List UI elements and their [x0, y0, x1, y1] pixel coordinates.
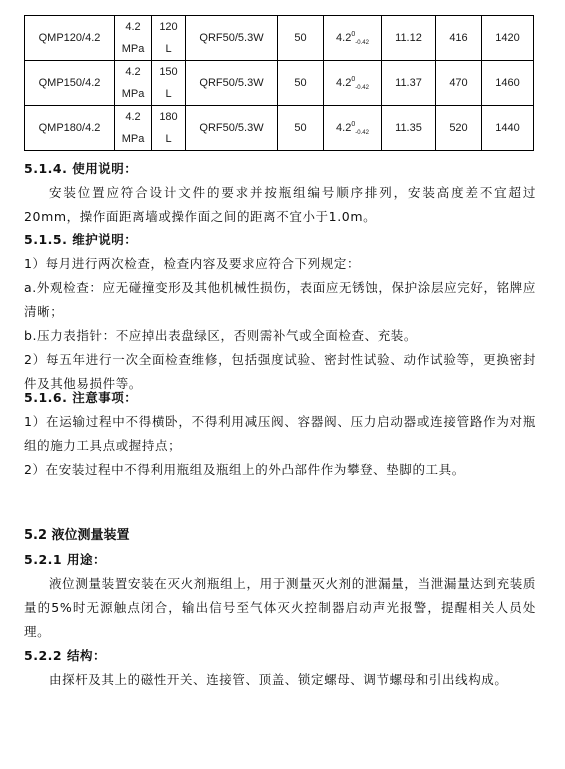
pressure-range-base: 4.2: [336, 31, 352, 44]
section-5-1-6: [24, 386, 536, 482]
volume-value: 180: [159, 111, 178, 123]
data-cell: 11.35: [382, 106, 436, 151]
pressure-range-upper: 0: [351, 120, 356, 128]
pressure-range-base: 4.2: [336, 121, 352, 134]
section-5-1-5: [24, 228, 536, 396]
size-cell: 50: [278, 16, 324, 61]
pressure-unit: MPa: [121, 88, 145, 100]
pressure-unit: MPa: [121, 43, 145, 55]
paragraph: 由探杆及其上的磁性开关、连接管、顶盖、锁定螺母、调节螺母和引出线构成。: [49, 672, 508, 687]
data-cell: 520: [436, 106, 482, 151]
section-heading: 5.1.4. 使用说明：: [24, 161, 138, 176]
section-heading: 5.1.5. 维护说明：: [24, 232, 138, 247]
volume-unit: L: [165, 133, 172, 145]
paragraph: 2）在安装过程中不得利用瓶组及瓶组上的外凸部件作为攀登、垫脚的工具。: [24, 462, 465, 477]
pressure-range-upper: 0: [351, 30, 356, 38]
section-5-1-4: [24, 157, 536, 229]
pressure-cell: [115, 16, 152, 61]
data-cell: 1460: [482, 61, 534, 106]
data-cell: 416: [436, 16, 482, 61]
pressure-unit: MPa: [121, 133, 145, 145]
paragraph: b.压力表指针：不应掉出表盘绿区，否则需补气或全面检查、充装。: [24, 328, 418, 343]
model-cell: QMP180/4.2: [25, 106, 115, 151]
pressure-range-cell: [324, 16, 382, 61]
size-cell: 50: [278, 106, 324, 151]
volume-unit: L: [165, 43, 172, 55]
pressure-range-lower: -0.42: [355, 84, 369, 91]
table-row: [25, 61, 534, 106]
volume-cell: [152, 61, 186, 106]
data-cell: 1420: [482, 16, 534, 61]
paragraph: 安装位置应符合设计文件的要求并按瓶组编号顺序排列，安装高度差不宜超过20mm，操作面距离墙或操作面之间的距离不宜小于1.0m。: [24, 185, 536, 224]
model-cell: QMP120/4.2: [25, 16, 115, 61]
valve-cell: QRF50/5.3W: [186, 61, 278, 106]
size-cell: 50: [278, 61, 324, 106]
section-heading: 5.2.2 结构：: [24, 648, 106, 663]
valve-cell: QRF50/5.3W: [186, 16, 278, 61]
section-heading: 5.2.1 用途：: [24, 552, 106, 567]
data-cell: 11.37: [382, 61, 436, 106]
paragraph: 液位测量装置安装在灭火剂瓶组上，用于测量灭火剂的泄漏量，当泄漏量达到充装质量的5%时无源触点闭合，输出信号至气体灭火控制器启动声光报警，提醒相关人员处理。: [24, 576, 536, 639]
paragraph: a.外观检查：应无碰撞变形及其他机械性损伤，表面应无锈蚀，保护涂层应完好，铭牌应清晰；: [24, 280, 536, 319]
pressure-range-lower: -0.42: [355, 129, 369, 136]
volume-cell: [152, 16, 186, 61]
volume-value: 150: [159, 66, 178, 78]
section-heading: 5.1.6. 注意事项：: [24, 390, 138, 405]
pressure-cell: [115, 61, 152, 106]
pressure-value: 4.2: [125, 21, 141, 33]
volume-unit: L: [165, 88, 172, 100]
volume-value: 120: [159, 21, 178, 33]
section-5-2: [24, 524, 536, 692]
volume-cell: [152, 106, 186, 151]
section-heading: 5.2 液位测量装置: [24, 528, 130, 543]
pressure-range-base: 4.2: [336, 76, 352, 89]
spec-table: [24, 15, 534, 151]
paragraph: 2）每五年进行一次全面检查维修，包括强度试验、密封性试验、动作试验等，更换密封件及其他易损件等。: [24, 352, 536, 391]
pressure-range-upper: 0: [351, 75, 356, 83]
table-row: [25, 106, 534, 151]
pressure-range-lower: -0.42: [355, 39, 369, 46]
model-cell: QMP150/4.2: [25, 61, 115, 106]
paragraph: 1）在运输过程中不得横卧，不得利用减压阀、容器阀、压力启动器或连接管路作为对瓶组的施力工具点或握持点；: [24, 414, 536, 453]
pressure-value: 4.2: [125, 111, 141, 123]
pressure-value: 4.2: [125, 66, 141, 78]
data-cell: 11.12: [382, 16, 436, 61]
pressure-cell: [115, 106, 152, 151]
data-cell: 1440: [482, 106, 534, 151]
table-row: [25, 16, 534, 61]
paragraph: 1）每月进行两次检查，检查内容及要求应符合下列规定：: [24, 256, 361, 271]
pressure-range-cell: [324, 61, 382, 106]
data-cell: 470: [436, 61, 482, 106]
valve-cell: QRF50/5.3W: [186, 106, 278, 151]
pressure-range-cell: [324, 106, 382, 151]
